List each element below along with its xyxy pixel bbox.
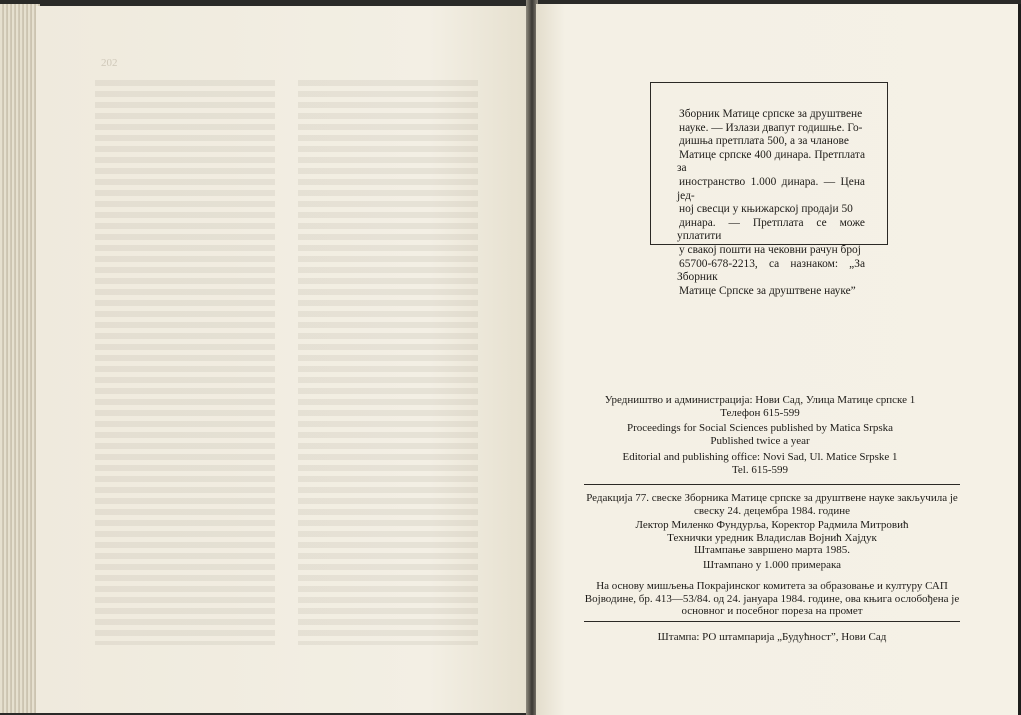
staff-credits — [580, 519, 964, 557]
subscription-line: ној свесци у књижарској продаји 50 — [679, 203, 853, 216]
ghost-text-column-right — [298, 80, 478, 645]
divider-top — [584, 484, 960, 485]
proceedings-en — [560, 422, 960, 447]
subscription-text — [677, 108, 865, 298]
subscription-line: Матице Српске за друштвене науке” — [679, 284, 856, 297]
phone-line: Телефон 615-599 — [720, 406, 800, 419]
ghost-page-number: 202 — [101, 57, 118, 69]
closing-line: свеску 24. децембра 1984. године — [693, 504, 851, 517]
print-run — [580, 559, 964, 572]
ghost-text-column-left — [95, 80, 275, 645]
closing-note — [580, 492, 964, 517]
divider-bottom — [584, 621, 960, 622]
subscription-line: Матице српске 400 динара. Претплата за — [677, 148, 865, 175]
editorial-address-sr — [560, 394, 960, 419]
printer-credit — [580, 631, 964, 644]
subscription-line: науке. — Излази двапут годишње. Го- — [679, 121, 863, 134]
editorial-line: Уредништво и администрација: Нови Сад, Улица Матице српске 1 — [604, 394, 916, 406]
closing-line: Редакција 77. свеске Зборника Матице српске за друштвене науке закључила је — [586, 492, 958, 504]
tax-line: основног и посебног пореза на промет — [681, 605, 863, 618]
proofreader-line: Лектор Миленко Фундурља, Коректор Радмила Митровић — [635, 519, 909, 531]
tech-editor-line: Технички уредник Владислав Војнић Хајдук — [667, 531, 877, 544]
published-line: Published twice a year — [710, 434, 810, 447]
subscription-line: 65700-678-2213, са назнаком: „За Зборник — [677, 257, 865, 284]
page-edges — [0, 4, 40, 713]
printing-date-line: Штампање завршено марта 1985. — [693, 544, 851, 557]
tax-exemption — [580, 580, 964, 618]
tax-line: Војводине, бр. 413—53/84. од 24. јануара 1984. године, ова књига ослобођена је — [584, 592, 960, 605]
editorial-address-en — [560, 451, 960, 476]
subscription-line: иностранство 1.000 динара. — Цена јед- — [677, 175, 865, 202]
printer-line: Штампа: РО штампарија „Будућност”, Нови Сад — [657, 631, 887, 643]
tel-line: Tel. 615-599 — [731, 463, 789, 476]
print-run-line: Штампано у 1.000 примерака — [702, 559, 842, 571]
subscription-line: Зборник Матице српске за друштвене — [679, 108, 863, 120]
tax-line: На основу мишљења Покрајинског комитета за образовање и културу САП — [596, 580, 948, 592]
office-line: Editorial and publishing office: Novi Sad, Ul. Matice Srpske 1 — [622, 451, 898, 463]
subscription-line: динара. — Претплата се може уплатити — [677, 216, 865, 243]
subscription-line: у свакој пошти на чековни рачун број — [679, 243, 861, 256]
proceedings-line: Proceedings for Social Sciences published by Matica Srpska — [626, 422, 894, 434]
subscription-line: дишња претплата 500, а за чланове — [679, 135, 849, 148]
